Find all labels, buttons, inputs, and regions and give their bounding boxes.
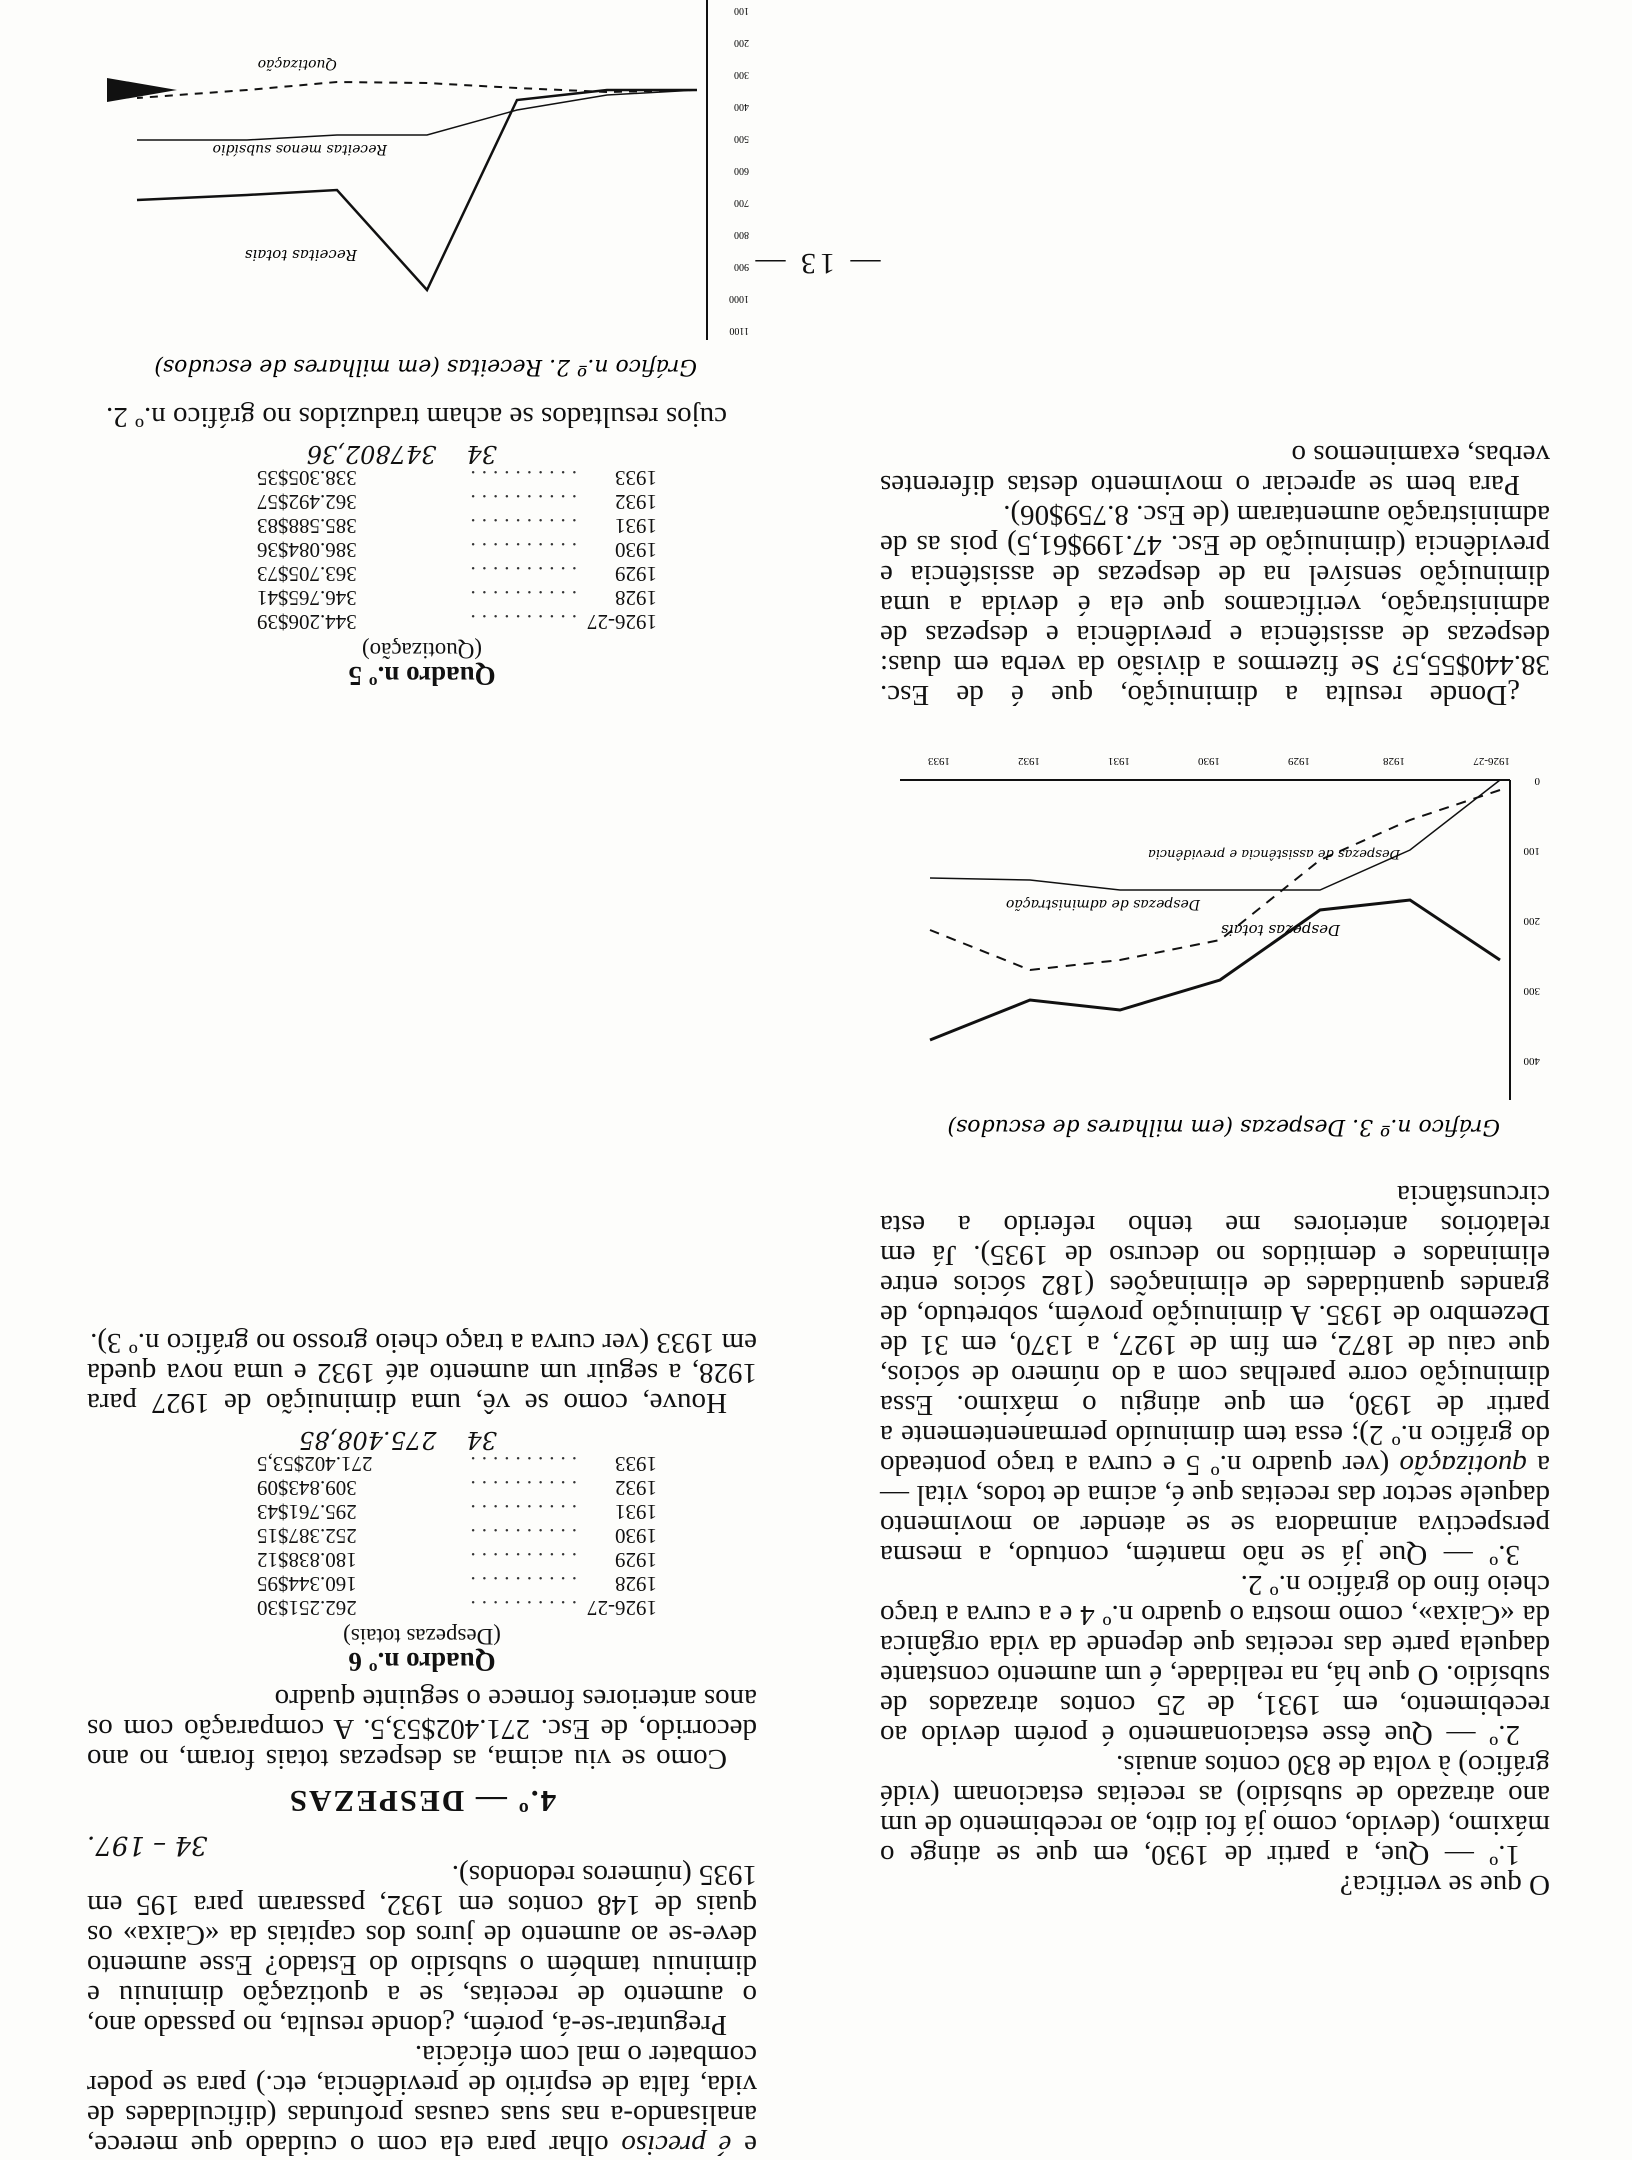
table-value: 385.588$83 bbox=[257, 514, 357, 538]
graph-2-y-tick: 900 bbox=[734, 261, 749, 272]
table-row bbox=[87, 586, 757, 610]
table-year: 1928 bbox=[615, 586, 657, 610]
dot-leader: .......... bbox=[464, 538, 577, 562]
graph-3-title: Gráfico n.º 3. Despezas (em milhares de escudos) bbox=[947, 1114, 1500, 1139]
graph-3-admin-line bbox=[930, 780, 1500, 890]
graph-2-y-tick: 800 bbox=[734, 229, 749, 240]
table-6 bbox=[87, 1426, 757, 1677]
table-value: 346.765$41 bbox=[257, 586, 357, 610]
table-row bbox=[87, 1476, 757, 1500]
graph-2-sem-label: Receitas menos subsídio bbox=[212, 141, 387, 157]
paragraph: cujos resultados se acham traduzidos no gráfico n.º 2. bbox=[105, 401, 727, 433]
table-subtitle: (Despezas totais) bbox=[343, 1624, 501, 1649]
sum-label: 34 bbox=[466, 440, 497, 468]
table-value: 344.206$39 bbox=[257, 610, 357, 634]
graph-3-y-tick: 300 bbox=[1523, 985, 1540, 997]
table-value: 338.305$35 bbox=[257, 466, 357, 490]
graph-2-y-tick: 1000 bbox=[729, 293, 749, 304]
table-row bbox=[87, 562, 757, 586]
dot-leader: .......... bbox=[464, 1548, 577, 1572]
graph-3 bbox=[880, 730, 1550, 1150]
table-value: 309.843$09 bbox=[257, 1476, 357, 1500]
table-value: 160.344$95 bbox=[257, 1572, 357, 1596]
graph-2-y-tick: 300 bbox=[734, 69, 749, 80]
table-row bbox=[87, 1596, 757, 1620]
table-row bbox=[87, 610, 757, 634]
paragraph: O que se verifica? bbox=[1339, 1869, 1550, 1901]
paragraph: Preguntar-se-á, porém, ¿donde resulta, no passado ano, o aumento de receitas, se a quotização diminuiu e diminuiu também o subsídio do Estado? Esse aumento deve-se ao aumento de juros dos capitais da «Caixa» os quais de 148 contos em 1932, passaram para 195 em 1935 (números redondos). bbox=[87, 1859, 757, 2041]
graph-3-x-tick: 1931 bbox=[1108, 755, 1130, 767]
dot-leader: .......... bbox=[464, 1596, 577, 1620]
table-year: 1928 bbox=[615, 1572, 657, 1596]
graph-3-y-tick: 200 bbox=[1523, 915, 1540, 927]
graph-2-y-tick: 400 bbox=[734, 101, 749, 112]
paragraph: Para bem se apreciar o movimento destas diferentes verbas, examinemos o bbox=[880, 439, 1550, 501]
section-heading: 4.º — DESPEZAS bbox=[287, 1784, 557, 1819]
table-value: 295.761$43 bbox=[257, 1500, 357, 1524]
table-value: 262.251$30 bbox=[257, 1596, 357, 1620]
dot-leader: .......... bbox=[464, 1452, 577, 1476]
table-value: 363.705$73 bbox=[257, 562, 357, 586]
table-title: Quadro n.º 5 bbox=[348, 661, 496, 691]
table-year: 1929 bbox=[615, 1548, 657, 1572]
graph-3-x-tick: 1926-27 bbox=[1473, 755, 1510, 767]
table-subtitle: (Quotização) bbox=[361, 638, 483, 663]
graph-2 bbox=[87, 0, 757, 390]
graph-2-y-tick: 700 bbox=[734, 197, 749, 208]
graph-3-total-label: Despezas totais bbox=[1221, 921, 1340, 939]
dot-leader: .......... bbox=[464, 610, 577, 634]
paragraph: 1.º — Que, a partir de 1930, em que se atinge o máximo, (devido, como já foi dito, ao recebimento de um ano atrazado de subsídio) as receitas estacionam (vidé gráfico) à volta de 830 contos anuais. bbox=[880, 1749, 1550, 1871]
handwritten-note: 34 – 197. bbox=[87, 1830, 208, 1860]
table-title: Quadro n.º 6 bbox=[348, 1647, 496, 1677]
graph-2-title: Gráfico n.º 2. Receitas (em milhares de escudos) bbox=[154, 354, 697, 379]
dot-leader: .......... bbox=[464, 490, 577, 514]
table-5 bbox=[87, 440, 757, 691]
graph-3-y-tick: 400 bbox=[1523, 1055, 1540, 1067]
graph-2-svg bbox=[87, 0, 757, 390]
table-year: 1931 bbox=[615, 1500, 657, 1524]
dot-leader: .......... bbox=[464, 1524, 577, 1548]
sum-value: 275.408,85 bbox=[299, 1426, 437, 1454]
graph-3-svg bbox=[880, 730, 1550, 1150]
paragraph: Houve, como se vê, uma diminuição de 1927 para 1928, a seguir um aumento até 1932 e uma nova queda em 1933 (ver curva a traço cheio grosso no gráfico n.º 3). bbox=[87, 1327, 757, 1419]
table-value: 180.838$12 bbox=[257, 1548, 357, 1572]
table-year: 1929 bbox=[615, 562, 657, 586]
handwritten-sum bbox=[87, 1428, 757, 1452]
table-year: 1931 bbox=[615, 514, 657, 538]
graph-2-y-tick: 200 bbox=[734, 37, 749, 48]
text-run: olhar para ela com o cuidado que merece, analisando-a nas suas causas profundas (dificuldades de vida, falta de espírito de previdência, etc.) para se poder combater o mal com eficácia. bbox=[86, 2039, 757, 2161]
paragraph: ¿Donde resulta a diminuição, que é de Esc. 38.440$55,5? Se fizermos a divisão da verba em duas: despezas de assistência e previdência e despezas de administração, verificamos que ela é devida a uma diminuição sensível na de despezas de assistência e previdência (diminuição de Esc. 47.199$61,5) pois as de administração aumentaram (de Esc. 8.759$06). bbox=[880, 499, 1550, 711]
handwritten-sum bbox=[87, 442, 757, 466]
paragraph: Como se viu acima, as despezas totais foram, no ano decorrido, de Esc. 271.402$53,5. A comparação com os anos anteriores fornece o seguinte quadro bbox=[87, 1683, 757, 1775]
text-run: 3.º — Que já se não mantém, contudo, a mesma perspectiva animadora se se atender ao movimento daquele sector das receitas que é, acima de todos, vital — a bbox=[880, 1449, 1550, 1571]
graph-2-y-tick: 100 bbox=[734, 5, 749, 16]
right-column bbox=[87, 0, 757, 2160]
graph-2-total-label: Receitas totais bbox=[244, 246, 357, 264]
graph-2-quot-label: Quotização bbox=[257, 56, 337, 72]
emphasis: é preciso bbox=[621, 2129, 732, 2161]
left-column bbox=[880, 440, 1550, 1900]
table-year: 1933 bbox=[615, 1452, 657, 1476]
table-row bbox=[87, 490, 757, 514]
table-value: 386.084$36 bbox=[257, 538, 357, 562]
sum-value: 347802,36 bbox=[306, 440, 437, 468]
table-value: 362.492$57 bbox=[257, 490, 357, 514]
table-row bbox=[87, 1500, 757, 1524]
dot-leader: .......... bbox=[464, 586, 577, 610]
dot-leader: .......... bbox=[464, 466, 577, 490]
paragraph: 2.º — Que êsse estacionamento é porém devido ao recebimento, em 1931, de 25 contos atrazados de subsídio. O que há, na realidade, é um aumento constante daquela parte das receitas que depende da vida orgânica da «Caixa», como mostra o quadro n.º 4 e a curva a traço cheio fino do gráfico n.º 2. bbox=[880, 1569, 1550, 1751]
graph-3-x-tick: 1930 bbox=[1198, 755, 1220, 767]
table-row bbox=[87, 1572, 757, 1596]
paragraph bbox=[87, 2040, 757, 2160]
table-year: 1930 bbox=[615, 1524, 657, 1548]
table-year: 1933 bbox=[615, 466, 657, 490]
table-row bbox=[87, 1548, 757, 1572]
graph-2-y-tick: 500 bbox=[734, 133, 749, 144]
table-value: 252.387$15 bbox=[257, 1524, 357, 1548]
graph-3-x-tick: 1933 bbox=[928, 755, 950, 767]
dot-leader: .......... bbox=[464, 562, 577, 586]
graph-3-y-tick: 100 bbox=[1523, 845, 1540, 857]
text-run: e bbox=[731, 2129, 757, 2161]
graph-3-x-tick: 1932 bbox=[1018, 755, 1040, 767]
graph-2-total-line bbox=[137, 90, 697, 290]
table-row bbox=[87, 514, 757, 538]
table-year: 1930 bbox=[615, 538, 657, 562]
dot-leader: .......... bbox=[464, 514, 577, 538]
table-row bbox=[87, 1452, 757, 1476]
graph-3-total-line bbox=[930, 900, 1500, 1040]
paragraph bbox=[880, 1180, 1550, 1570]
text-run: (ver quadro n.º 5 e curva a traço ponteado do gráfico n.º 2); essa tem diminuído permanentemente a partir de 1930, em que atingiu o máximo. Essa diminuição corre parelhas com a do número de sócios, que caiu de 1872, em fim de 1927, a 1370, em 31 de Dezembro de 1935. A diminuição provém, sobretudo, de grandes quantidades de eliminações (182 sócios entre eliminados e demitidos no decurso de 1935). Já em relatórios anteriores me tenho referido a esta circunstância bbox=[880, 1179, 1550, 1481]
graph-3-assist-label: Despezas de assistência e previdência bbox=[1147, 846, 1400, 861]
page-number: — 13 — bbox=[751, 247, 881, 280]
table-year: 1926-27 bbox=[587, 610, 657, 634]
graph-3-x-tick: 1929 bbox=[1288, 755, 1310, 767]
graph-3-y-tick: 0 bbox=[1534, 775, 1540, 787]
graph-2-y-tick: 600 bbox=[734, 165, 749, 176]
table-year: 1932 bbox=[615, 490, 657, 514]
graph-2-y-tick: 1100 bbox=[729, 325, 749, 336]
graph-2-sem-line bbox=[137, 90, 697, 140]
table-year: 1932 bbox=[615, 1476, 657, 1500]
dot-leader: .......... bbox=[464, 1500, 577, 1524]
sum-label: 34 bbox=[466, 1426, 497, 1454]
table-year: 1926-27 bbox=[587, 1596, 657, 1620]
emphasis: quotização bbox=[1399, 1449, 1527, 1481]
table-row bbox=[87, 1524, 757, 1548]
table-row bbox=[87, 538, 757, 562]
table-row bbox=[87, 466, 757, 490]
dot-leader: .......... bbox=[464, 1572, 577, 1596]
graph-3-x-tick: 1928 bbox=[1383, 755, 1405, 767]
dot-leader: .......... bbox=[464, 1476, 577, 1500]
graph-3-admin-label: Despezas de administração bbox=[1005, 896, 1200, 912]
table-value: 271.402$53,5 bbox=[257, 1452, 373, 1476]
